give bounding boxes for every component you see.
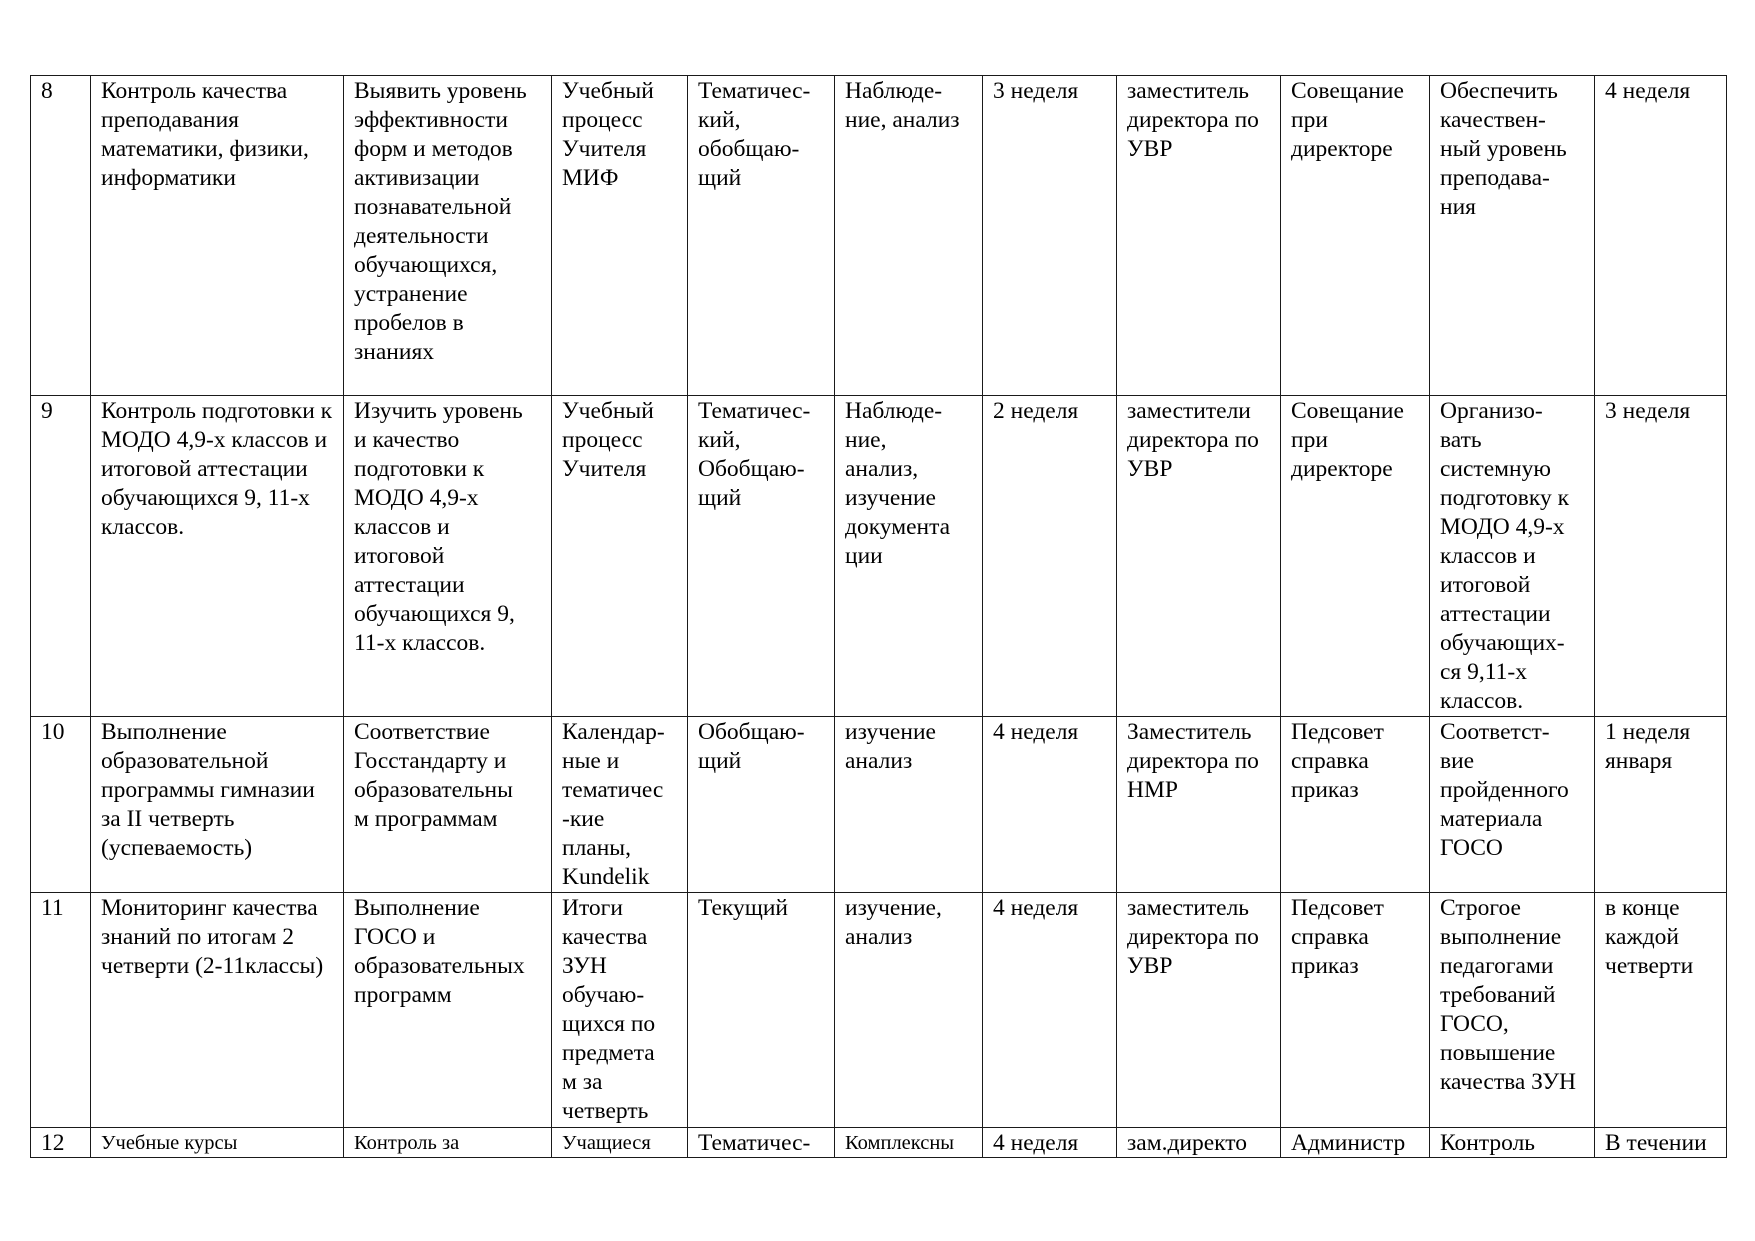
control-goal-cell: Выявить уровень эффективности форм и методов активизации познавательной деятельности обучающихся, устранение пробелов в знаниях <box>344 76 552 396</box>
control-method-cell: Наблюде- ние, анализ <box>835 76 983 396</box>
follow-up-timing-cell: в конце каждой четверти <box>1595 893 1727 1128</box>
management-decision-cell: Обеспечить качествен- ный уровень преподава- ния <box>1430 76 1595 396</box>
table-row <box>31 396 1727 717</box>
row-number-cell: 12 <box>31 1128 91 1158</box>
control-subject-cell: Учебные курсы <box>91 1128 344 1158</box>
review-place-cell: Администр <box>1281 1128 1430 1158</box>
responsible-cell: Заместитель директора по НМР <box>1117 717 1281 893</box>
review-place-cell: Педсовет справка приказ <box>1281 717 1430 893</box>
control-goal-cell: Контроль за <box>344 1128 552 1158</box>
follow-up-timing-cell: 1 неделя января <box>1595 717 1727 893</box>
control-timing-cell: 4 неделя <box>983 717 1117 893</box>
control-timing-cell: 4 неделя <box>983 1128 1117 1158</box>
control-subject-cell: Контроль качества преподавания математики, физики, информатики <box>91 76 344 396</box>
table-row <box>31 1128 1727 1158</box>
control-object-cell: Календар- ные и тематичес -кие планы, Kundelik <box>552 717 688 893</box>
control-subject-cell: Мониторинг качества знаний по итогам 2 четверти (2-11классы) <box>91 893 344 1128</box>
control-object-cell: Учебный процесс Учителя <box>552 396 688 717</box>
table-row <box>31 717 1727 893</box>
table-row <box>31 893 1727 1128</box>
row-number-cell: 9 <box>31 396 91 717</box>
control-method-cell: изучение анализ <box>835 717 983 893</box>
control-method-cell: Комплексны <box>835 1128 983 1158</box>
control-type-cell: Тематичес- кий, Обобщаю- щий <box>688 396 835 717</box>
follow-up-timing-cell: В течении <box>1595 1128 1727 1158</box>
control-object-cell: Итоги качества ЗУН обучаю- щихся по предмета м за четверть <box>552 893 688 1128</box>
management-decision-cell: Соответст- вие пройденного материала ГОСО <box>1430 717 1595 893</box>
control-method-cell: Наблюде- ние, анализ, изучение документа ции <box>835 396 983 717</box>
control-object-cell: Учебный процесс Учителя МИФ <box>552 76 688 396</box>
control-method-cell: изучение, анализ <box>835 893 983 1128</box>
control-subject-cell: Выполнение образовательной программы гимназии за II четверть (успеваемость) <box>91 717 344 893</box>
management-decision-cell: Строгое выполнение педагогами требований ГОСО, повышение качества ЗУН <box>1430 893 1595 1128</box>
review-place-cell: Совещание при директоре <box>1281 396 1430 717</box>
control-type-cell: Тематичес- кий, обобщаю- щий <box>688 76 835 396</box>
responsible-cell: заместитель директора по УВР <box>1117 893 1281 1128</box>
management-decision-cell: Контроль <box>1430 1128 1595 1158</box>
responsible-cell: заместитель директора по УВР <box>1117 76 1281 396</box>
control-goal-cell: Соответствие Госстандарту и образовательны м программам <box>344 717 552 893</box>
control-type-cell: Тематичес- <box>688 1128 835 1158</box>
row-number-cell: 10 <box>31 717 91 893</box>
control-timing-cell: 4 неделя <box>983 893 1117 1128</box>
management-decision-cell: Организо- вать системную подготовку к МОДО 4,9-х классов и итоговой аттестации обучающих- ся 9,11-х классов. <box>1430 396 1595 717</box>
review-place-cell: Совещание при директоре <box>1281 76 1430 396</box>
control-object-cell: Учащиеся <box>552 1128 688 1158</box>
row-number-cell: 11 <box>31 893 91 1128</box>
review-place-cell: Педсовет справка приказ <box>1281 893 1430 1128</box>
control-plan-table <box>30 75 1727 1158</box>
follow-up-timing-cell: 3 неделя <box>1595 396 1727 717</box>
follow-up-timing-cell: 4 неделя <box>1595 76 1727 396</box>
control-type-cell: Обобщаю- щий <box>688 717 835 893</box>
control-goal-cell: Изучить уровень и качество подготовки к МОДО 4,9-х классов и итоговой аттестации обучающихся 9, 11-х классов. <box>344 396 552 717</box>
control-type-cell: Текущий <box>688 893 835 1128</box>
control-goal-cell: Выполнение ГОСО и образовательных программ <box>344 893 552 1128</box>
control-timing-cell: 2 неделя <box>983 396 1117 717</box>
responsible-cell: зам.директо <box>1117 1128 1281 1158</box>
table-row <box>31 76 1727 396</box>
control-subject-cell: Контроль подготовки к МОДО 4,9-х классов и итоговой аттестации обучающихся 9, 11-х классов. <box>91 396 344 717</box>
control-timing-cell: 3 неделя <box>983 76 1117 396</box>
row-number-cell: 8 <box>31 76 91 396</box>
responsible-cell: заместители директора по УВР <box>1117 396 1281 717</box>
